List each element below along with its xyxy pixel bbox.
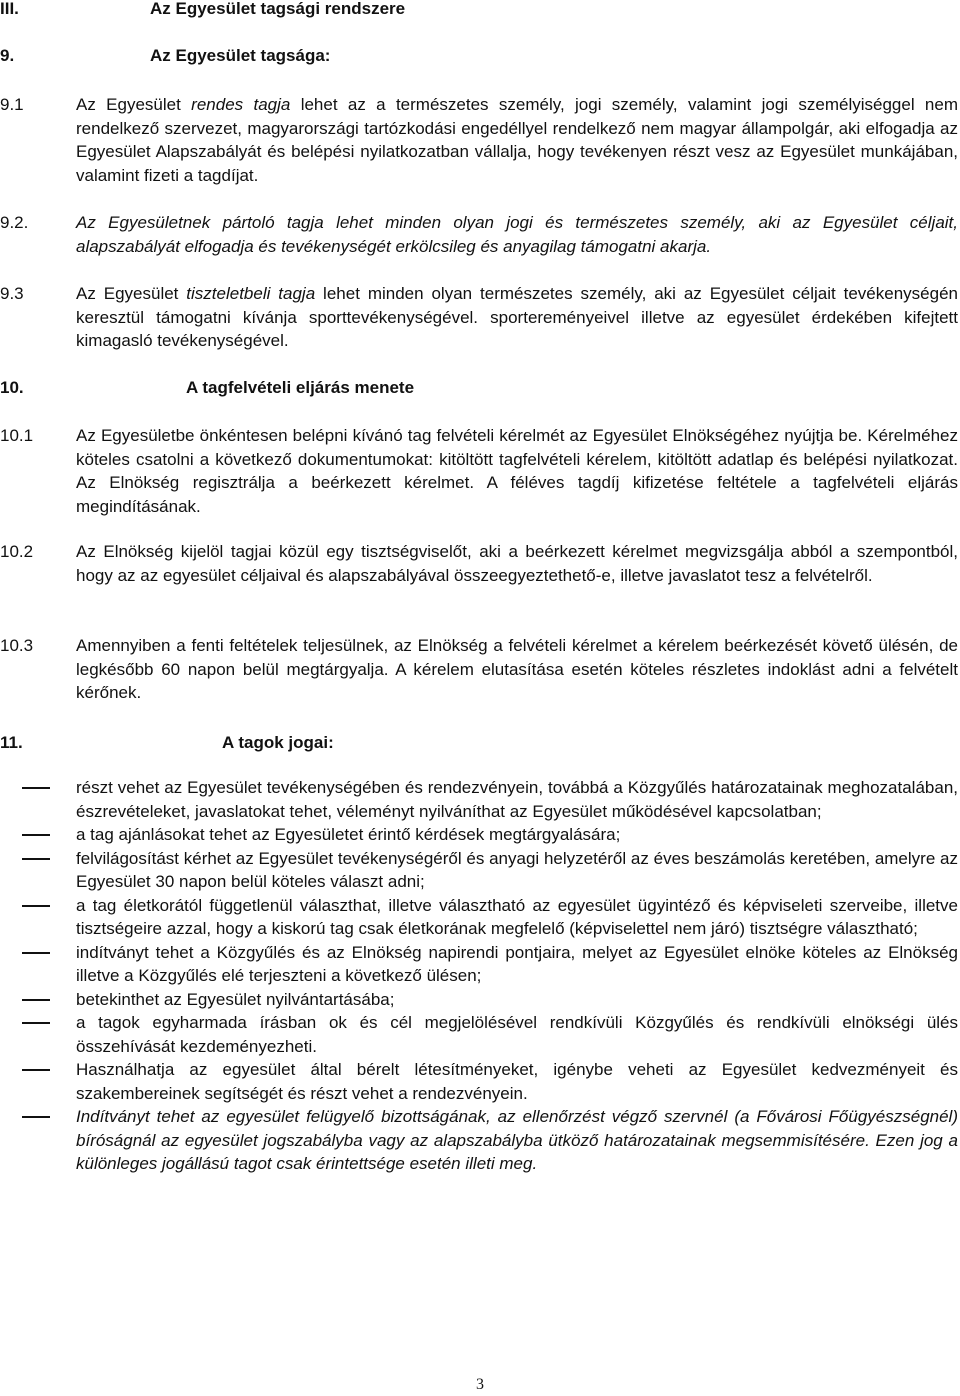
list-item: [0, 823, 958, 847]
dash-bullet-icon: [22, 1069, 50, 1071]
dash-bullet-icon: [22, 952, 50, 954]
dash-bullet-icon: [22, 905, 50, 907]
emphasis-text: tiszteletbeli tagja: [186, 284, 316, 303]
paragraph-number: 9.3: [0, 284, 24, 303]
paragraph-text: [76, 282, 958, 353]
text-run: lehet az a természetes személy, jogi személy, valamint jogi személyiséggel nem rendelkező szervezet, magyarországi tartózkodási engedéllyel rendelkező nem magyar állampolgár, aki elfogadja az Egyesület Alapszabályát és belépési nyilatkozatban vállalja, hogy tevékenyen részt vesz az Egyesület munkájában, valamint fizeti a tagdíjat.: [76, 95, 958, 185]
paragraph-number: 10.2: [0, 542, 34, 561]
list-item: [0, 941, 958, 988]
paragraph-number: 10.1: [0, 426, 34, 445]
section-title: Az Egyesület tagsága:: [150, 46, 331, 65]
list-item: [0, 1011, 958, 1058]
section-title: A tagok jogai:: [222, 733, 334, 752]
list-item: [0, 847, 958, 894]
paragraph-text: Az Egyesületbe önkéntesen belépni kívánó tag felvételi kérelmét az Egyesület Elnökségéhez nyújtja be. Kérelméhez köteles csatolni a következő dokumentumokat: kitöltött tagfelvételi kérelem, kitöltött adatlap és belépési nyilatkozat. Az Elnökség regisztrálja a beérkezett kérelmet. A féléves tagdíj kifizetése feltétele a tagfelvételi eljárás megindításának.: [76, 426, 958, 516]
list-item: [0, 988, 958, 1012]
list-item: [0, 1058, 958, 1105]
paragraph-text: Amennyiben a fenti feltételek teljesülnek, az Elnökség a felvételi kérelmet a kérelem beérkezését követő ülésén, de legkésőbb 60 napon belül megtárgyalja. A kérelem elutasítása esetén köteles részletes indoklást adni a felvételt kérőnek.: [76, 636, 958, 702]
dash-bullet-icon: [22, 787, 50, 789]
section-number: 9.: [0, 46, 15, 65]
text-run: Az Egyesület: [76, 95, 192, 114]
paragraph-text: [76, 93, 958, 187]
section-number: 10.: [0, 378, 24, 397]
list-item-text: betekinthet az Egyesület nyilvántartásába;: [76, 989, 395, 1009]
list-item-text: indítványt tehet a Közgyűlés és az Elnökség napirendi pontjaira, melyet az Egyesület elnöke köteles az Elnökség illetve a Közgyűlés elé terjeszteni a következő ülésen;: [76, 942, 958, 985]
list-item-text: a tagok egyharmada írásban ok és cél megjelölésével rendkívüli Közgyűlés és rendkívüli elnökségi ülés összehívását kezdeményezheti.: [76, 1013, 958, 1056]
dash-bullet-icon: [22, 1022, 50, 1024]
section-number: III.: [0, 0, 19, 18]
list-item-text: Indítványt tehet az egyesület felügyelő bizottságának, az ellenőrzést végző szervnél (a Fővárosi Főügyészségnél) bíróságnál az egyesület jogszabályba vagy az alapszabályba ütköző határozatainak megsemmisítésére. Ezen jog a különleges jogállású tagot csak érintettsége esetén illeti meg.: [76, 1107, 958, 1173]
section-number: 11.: [0, 733, 23, 752]
dash-bullet-icon: [22, 1116, 50, 1118]
paragraph-number: 10.3: [0, 636, 34, 655]
page-number: 3: [476, 1376, 484, 1393]
text-run: Az Egyesület: [76, 284, 187, 303]
paragraph-number: 9.2.: [0, 213, 29, 232]
section-title: A tagfelvételi eljárás menete: [186, 378, 415, 397]
paragraph-number: 9.1: [0, 95, 24, 114]
text-run: lehet minden olyan természetes személy, aki az Egyesület céljait tevékenységén keresztül támogatni kívánja sporttevékenységével. sportereményeivel illetve az egyesület érdekében kifejtett kimagasló tevékenységével.: [76, 284, 958, 350]
list-item: [0, 776, 958, 823]
dash-bullet-icon: [22, 834, 50, 836]
paragraph-text: Az Egyesületnek pártoló tagja lehet minden olyan jogi és természetes személy, aki az Egyesület céljait, alapszabályát elfogadja és tevékenységét erkölcsileg és anyagilag támogatni akarja.: [76, 213, 958, 256]
emphasis-text: rendes tagja: [191, 95, 291, 114]
section-title: Az Egyesület tagsági rendszere: [150, 0, 406, 18]
list-item-text: részt vehet az Egyesület tevékenységében és rendezvényein, továbbá a Közgyűlés határozatainak meghozatalában, észrevételeket, javaslatokat tehet, véleményt nyilváníthat az Egyesület működésével kapcsolatban;: [76, 778, 958, 821]
list-item: [0, 894, 958, 941]
dash-bullet-icon: [22, 999, 50, 1001]
list-item-text: felvilágosítást kérhet az Egyesület tevékenységéről és anyagi helyzetéről az éves beszámolás keretében, amelyre az Egyesület 30 napon belül köteles választ adni;: [76, 848, 958, 891]
paragraph-text: Az Elnökség kijelöl tagjai közül egy tisztségviselőt, aki a beérkezett kérelmet megvizsgálja abból a szempontból, hogy az az egyesület céljaival és alapszabályával összeegyeztethető-e, illetve javaslatot tesz a felvételről.: [76, 542, 958, 585]
rights-list: [0, 776, 960, 1176]
list-item: [0, 1105, 958, 1176]
dash-bullet-icon: [22, 858, 50, 860]
list-item-text: a tag életkorától függetlenül választhat, illetve választható az egyesület ügyintéző és képviseleti szerveibe, illetve tisztségeire azzal, hogy a kiskorú tag csak életkorának megfelelő (képviselettel nem járó) tisztségre választható;: [76, 895, 958, 938]
list-item-text: Használhatja az egyesület által bérelt létesítményeket, igénybe veheti az Egyesület kedvezményeit és szakembereinek segítségét és részt vehet a rendezvényein.: [76, 1060, 958, 1103]
list-item-text: a tag ajánlásokat tehet az Egyesületet érintő kérdések megtárgyalására;: [76, 825, 621, 844]
